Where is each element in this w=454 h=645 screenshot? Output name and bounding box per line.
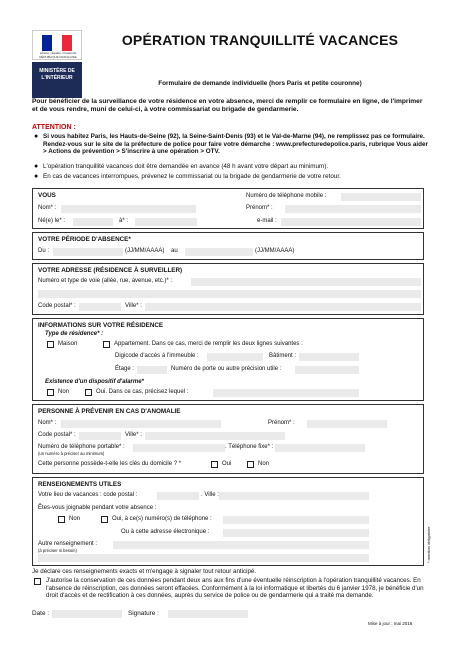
lieu-vacances-ville-label: . Ville : — [201, 492, 219, 498]
appartement-label: Appartement. Dans ce cas, merci de remplir les deux lignes suivantes : — [114, 341, 303, 347]
section-vous — [32, 188, 424, 229]
autre-field[interactable] — [113, 541, 369, 549]
attention-label: ATTENTION : — [32, 124, 76, 131]
contact-fixe-label: . Téléphone fixe* : — [225, 444, 274, 450]
french-flag-icon — [42, 35, 72, 51]
form-subtitle: Formulaire de demande individuelle (hors Paris et petite couronne) — [158, 80, 362, 87]
joignable-email-field[interactable] — [223, 529, 369, 537]
voie-field-line2[interactable] — [38, 290, 421, 298]
lieu-vacances-ville-field[interactable] — [219, 492, 369, 500]
maison-label: Maison — [58, 341, 78, 347]
section-title: VOUS — [38, 192, 56, 199]
porte-field[interactable] — [295, 366, 359, 374]
section-personne-a-prevenir — [32, 404, 424, 474]
digicode-field[interactable] — [207, 353, 263, 361]
date-fin-field[interactable] — [185, 248, 253, 256]
date-format-hint: (JJ/MM/AAAA) — [125, 248, 165, 254]
alarme-precision-field[interactable] — [213, 389, 359, 397]
joignable-oui-checkbox[interactable] — [101, 516, 108, 523]
lieu-vacances-label: Votre lieu de vacances : code postal : — [38, 492, 138, 498]
cp-field[interactable] — [79, 303, 121, 311]
section-title: VOTRE ADRESSE (RÉSIDENCE À SURVEILLER) — [38, 267, 183, 274]
autorisation-checkbox[interactable] — [34, 578, 41, 585]
date-field[interactable] — [52, 610, 122, 618]
joignable-label: Êtes-vous joignable pendant votre absence : — [38, 505, 157, 511]
contact-ville-label: Ville* : — [125, 432, 142, 438]
type-residence-label: Type de résidence* : — [45, 331, 104, 337]
nom-label: Nom* : — [38, 205, 57, 211]
attention-bullet-1: ● Si vous habitez Paris, les Hauts-de-Seine (92), la Seine-Saint-Denis (93) et le Val-de-Marne (94), ne remplissez pas ce formulaire. Rendez-vous sur le site de la préfecture de police pour faire votre démarche : www.prefecturedepolice.paris, rubrique Vous aider > Actions de prévention > S'inscrire à une opération > OTV. — [34, 133, 428, 156]
side-note: * mention obligatoire — [426, 526, 431, 563]
section-title: RENSEIGNEMENTS UTILES — [38, 481, 122, 488]
au-label: au — [171, 248, 178, 254]
section-title: PERSONNE À PRÉVENIR EN CAS D'ANOMALIE — [38, 408, 181, 415]
contact-prenom-field[interactable] — [307, 420, 387, 428]
alarme-label: Existence d'un dispositif d'alarme* — [45, 379, 144, 385]
cles-label: Cette personne possède-t-elle les clés du domicile ? * — [38, 461, 182, 467]
autre-note: (à préciser si besoin) — [38, 548, 77, 553]
page-title: OPÉRATION TRANQUILLITÉ VACANCES — [121, 32, 399, 48]
du-label: Du : — [38, 248, 50, 254]
tel-mobile-field[interactable] — [341, 193, 421, 201]
signature-label: Signature : — [128, 610, 159, 617]
etage-field[interactable] — [137, 366, 167, 374]
nom-field[interactable] — [61, 205, 196, 213]
cp-label: Code postal* : — [38, 303, 76, 309]
cles-non-label: Non — [258, 461, 270, 467]
contact-nom-label: Nom* : — [38, 420, 57, 426]
contact-fixe-field[interactable] — [275, 444, 365, 452]
lieu-naissance-field[interactable] — [135, 218, 197, 226]
tel-label: Numéro de téléphone mobile : — [246, 193, 327, 199]
section-infos-residence — [32, 318, 424, 401]
joignable-email-label: Ou à cette adresse électronique : — [121, 529, 210, 535]
prenom-field[interactable] — [285, 205, 421, 213]
contact-portable-field[interactable] — [133, 444, 225, 452]
contact-cp-label: Code postal* : — [38, 432, 76, 438]
ville-label: Ville* : — [125, 303, 142, 309]
appartement-checkbox[interactable] — [103, 341, 110, 348]
email-field[interactable] — [281, 218, 421, 226]
alarme-oui-label: Oui. Dans ce cas, précisez lequel : — [96, 389, 189, 395]
email-label: e-mail : — [257, 218, 277, 224]
batiment-label: Bâtiment : — [269, 353, 297, 359]
lieu-vacances-cp-field[interactable] — [157, 492, 199, 500]
declaration-text: Je déclare ces renseignements exacts et m'engage à signaler tout retour anticipé. — [32, 568, 257, 575]
alarme-non-label: Non — [58, 389, 70, 395]
batiment-field[interactable] — [299, 353, 359, 361]
joignable-oui-label: Oui, à ce(s) numéro(s) de téléphone : — [112, 516, 212, 522]
date-format-hint: (JJ/MM/AAAA) — [255, 248, 295, 254]
lieu-label: à* : — [119, 218, 129, 224]
ville-field[interactable] — [145, 303, 421, 311]
contact-portable-label: Numéro de téléphone portable* : — [38, 444, 125, 450]
alarme-oui-checkbox[interactable] — [85, 389, 92, 396]
contact-ville-field[interactable] — [145, 432, 285, 440]
prenom-label: Prénom* : — [246, 205, 273, 211]
voie-label: Numéro et type de voie (allée, rue, avenue, etc.)* : — [38, 278, 173, 284]
cles-oui-label: Oui — [222, 461, 232, 467]
contact-nom-field[interactable] — [61, 420, 221, 428]
section-title: INFORMATIONS SUR VOTRE RÉSIDENCE — [38, 322, 164, 329]
autorisation-text: J'autorise la conservation de ces données pendant deux ans aux fins d'une éventuelle réinscription à l'opération tranquillité vacances. En l'absence de réinscription, ces données seront effacées. Conformément à la loi informatique et libertés du 6 janvier 1978, je bénéficie d'un droit d'accès et de rectification à ces données, auprès du service de police ou de gendarmerie qui a traité ma demande. — [46, 577, 424, 600]
alarme-non-checkbox[interactable] — [47, 389, 54, 396]
voie-field[interactable] — [191, 278, 421, 286]
cles-oui-checkbox[interactable] — [211, 461, 218, 468]
date-label: Date : — [32, 610, 50, 617]
joignable-tel-field[interactable] — [223, 516, 369, 524]
contact-portable-note: (un numéro à préciser au minimum) — [38, 451, 105, 456]
date-naissance-field[interactable] — [73, 218, 113, 226]
contact-prenom-label: Prénom* : — [268, 420, 295, 426]
ministry-name: MINISTÈRE DE L'INTÉRIEUR — [32, 62, 82, 98]
signature-field[interactable] — [168, 610, 248, 618]
porte-label: Numéro de porte ou autre précision utile : — [171, 366, 282, 372]
autre-field-line2[interactable] — [38, 554, 369, 562]
joignable-non-label: Non — [69, 516, 81, 522]
section-adresse — [32, 263, 424, 315]
section-title: VOTRE PÉRIODE D'ABSENCE* — [38, 236, 131, 243]
maison-checkbox[interactable] — [47, 341, 54, 348]
ministry-logo — [32, 30, 82, 98]
section-periode — [32, 232, 424, 260]
digicode-label: Digicode d'accès à l'immeuble : — [115, 353, 199, 359]
joignable-non-checkbox[interactable] — [58, 516, 65, 523]
update-date: Mise à jour : mai 2016 — [368, 621, 413, 626]
section-renseignements — [32, 477, 424, 566]
ne-label: Né(e) le* : — [38, 218, 66, 224]
republic-caption: Liberté • Égalité • Fraternité RÉPUBLIQUE FRANÇAISE — [39, 51, 77, 59]
autre-label: Autre renseignement : — [38, 541, 98, 547]
date-debut-field[interactable] — [53, 248, 123, 256]
intro-text: Pour bénéficier de la surveillance de votre résidence en votre absence, merci de remplir ce formulaire en ligne, de l'imprimer et de vous rendre, muni de celui-ci, à votre commissariat ou brigade de gendarmerie. — [32, 98, 423, 114]
etage-label: Étage : — [115, 366, 135, 372]
cles-non-checkbox[interactable] — [247, 461, 254, 468]
contact-cp-field[interactable] — [79, 432, 121, 440]
